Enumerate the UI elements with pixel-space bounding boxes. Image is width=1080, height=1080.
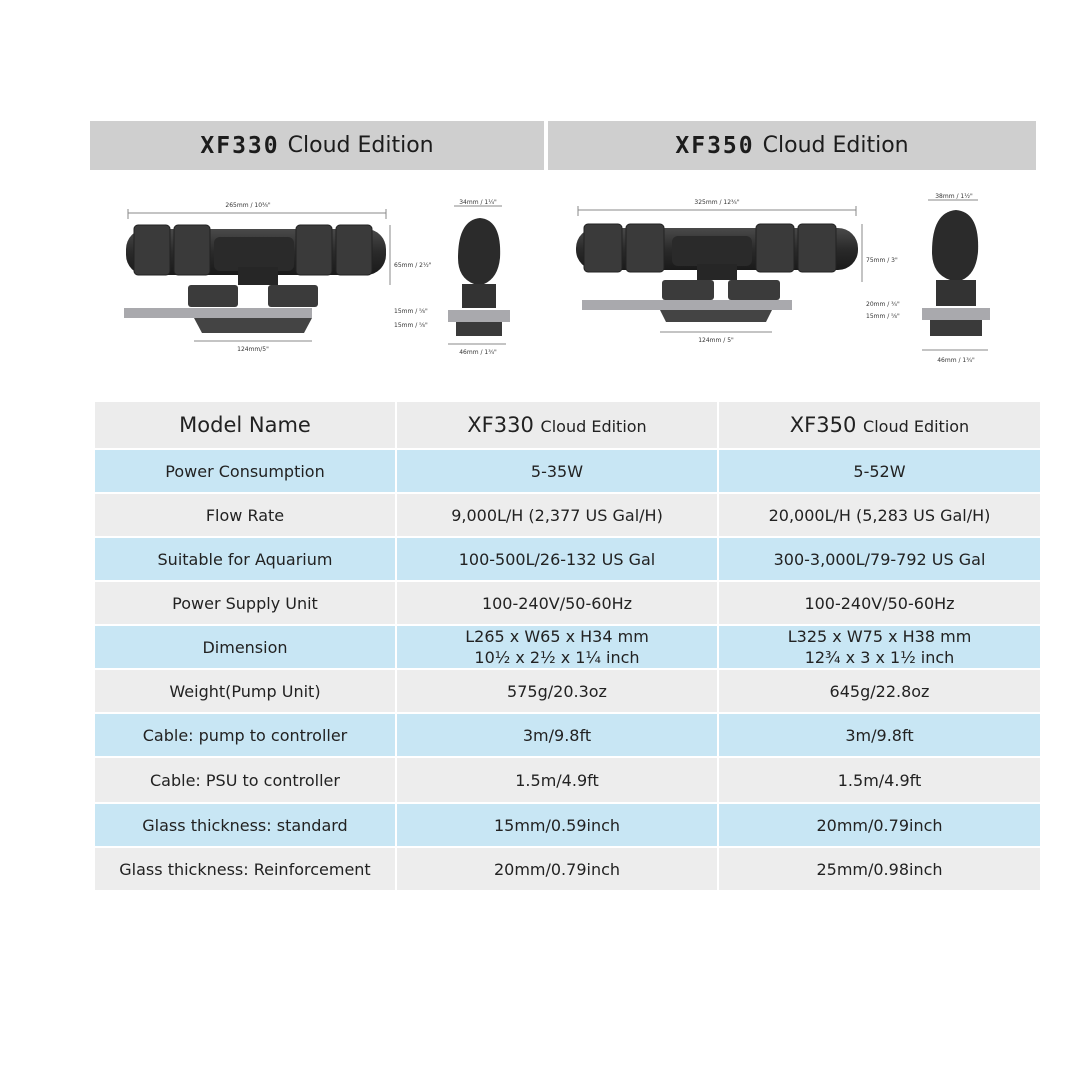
table-row [95,625,1041,669]
header-xf350 [548,121,1036,170]
xf330-glass2-label: 15mm / ⅝" [394,322,428,329]
header-xf330-name: XF330 [467,413,534,437]
spec-value-xf330 [396,803,718,847]
header-model-name-label: Model Name [179,413,311,437]
spec-value-line: 1.5m/4.9ft [515,770,599,790]
header-xf330 [396,402,718,449]
table-row [95,537,1041,581]
header-xf330-brand: XF330 [200,132,280,159]
spec-value-xf350 [718,537,1041,581]
spec-value-xf330 [396,847,718,891]
xf350-glass2-label: 15mm / ⅝" [866,313,900,320]
spec-value-xf350 [718,713,1041,757]
spec-value-line: 3m/9.8ft [522,725,592,745]
table-row [95,713,1041,757]
spec-value-xf350 [718,625,1041,669]
spec-label: Cable: pump to controller [95,713,396,757]
spec-value-xf330 [396,493,718,537]
spec-value-xf330 [396,625,718,669]
spec-value-xf330 [396,537,718,581]
spec-value-line: 100-240V/50-60Hz [804,593,955,613]
spec-value-line: L265 x W65 x H34 mm [465,627,649,646]
xf330-length-label: 265mm / 10⅜" [225,202,271,209]
spec-value-xf330 [396,713,718,757]
xf330-side-top-label: 34mm / 1¼" [459,199,497,206]
header-xf350-brand: XF350 [675,132,755,159]
spec-label: Power Supply Unit [95,581,396,625]
header-xf350-name: XF350 [789,413,857,437]
spec-value-xf330 [396,581,718,625]
table-header-row [95,402,1041,449]
xf350-side-diagram [918,190,998,370]
spec-value-line: 15mm/0.59inch [493,815,621,835]
spec-value-line: 10½ x 2½ x 1¼ inch [474,648,640,667]
xf350-length-label: 325mm / 12¾" [694,199,740,206]
xf330-glass1-label: 15mm / ⅝" [394,308,428,315]
spec-value-xf350 [718,669,1041,713]
spec-value-xf350 [718,449,1041,493]
header-xf350-suffix: Cloud Edition [762,133,909,158]
header-xf350 [718,402,1041,449]
spec-value-line: 3m/9.8ft [845,725,914,745]
xf330-height-label: 65mm / 2½" [394,262,432,269]
header-model-name [95,402,396,449]
spec-value-xf350 [718,493,1041,537]
header-xf330 [90,121,544,170]
table-row [95,847,1041,891]
spec-value-line: 1.5m/4.9ft [837,770,922,790]
spec-label: Cable: PSU to controller [95,757,396,803]
xf330-front-diagram [118,195,432,355]
spec-value-line: 5-35W [530,461,584,481]
spec-label: Power Consumption [95,449,396,493]
spec-label: Flow Rate [95,493,396,537]
xf350-height-label: 75mm / 3" [866,257,898,264]
spec-value-xf350 [718,757,1041,803]
table-row [95,581,1041,625]
xf330-side-bottom-label: 46mm / 1¾" [459,349,497,356]
spec-value-xf330 [396,757,718,803]
spec-value-xf350 [718,803,1041,847]
spec-table [95,402,1042,892]
xf350-side-bottom-label: 46mm / 1¾" [937,357,975,364]
spec-value-line: 300-3,000L/79-792 US Gal [773,549,986,569]
spec-value-line: 9,000L/H (2,377 US Gal/H) [451,505,663,525]
header-xf330-suffix: Cloud Edition [540,417,647,436]
xf350-front-diagram [572,190,912,355]
spec-value-line: L325 x W75 x H38 mm [787,627,972,646]
table-row [95,669,1041,713]
spec-value-line: 575g/20.3oz [507,681,607,701]
spec-value-line: 25mm/0.98inch [816,859,943,879]
spec-value-line: 645g/22.8oz [829,681,930,701]
xf330-base-label: 124mm/5" [237,346,269,353]
spec-value-line: 20mm/0.79inch [816,815,943,835]
spec-label: Dimension [95,625,396,669]
spec-label: Glass thickness: Reinforcement [95,847,396,891]
spec-value-xf350 [718,847,1041,891]
header-xf350-suffix: Cloud Edition [863,417,970,436]
spec-value-line: 20,000L/H (5,283 US Gal/H) [768,505,991,525]
header-xf330-suffix: Cloud Edition [287,133,434,158]
spec-value-line: 100-500L/26-132 US Gal [458,549,656,569]
spec-value-xf330 [396,449,718,493]
xf350-base-label: 124mm / 5" [698,337,734,344]
xf350-side-top-label: 38mm / 1½" [935,193,973,200]
spec-value-line: 100-240V/50-60Hz [481,593,633,613]
table-row [95,803,1041,847]
table-row [95,493,1041,537]
spec-label: Suitable for Aquarium [95,537,396,581]
spec-value-line: 5-52W [853,461,906,481]
table-row [95,757,1041,803]
spec-label: Glass thickness: standard [95,803,396,847]
spec-value-xf330 [396,669,718,713]
spec-value-xf350 [718,581,1041,625]
table-row [95,449,1041,493]
spec-label: Weight(Pump Unit) [95,669,396,713]
xf350-glass1-label: 20mm / ¾" [866,301,900,308]
spec-value-line: 20mm/0.79inch [493,859,621,879]
xf330-side-diagram [444,198,514,358]
spec-value-line: 12¾ x 3 x 1½ inch [804,648,955,667]
